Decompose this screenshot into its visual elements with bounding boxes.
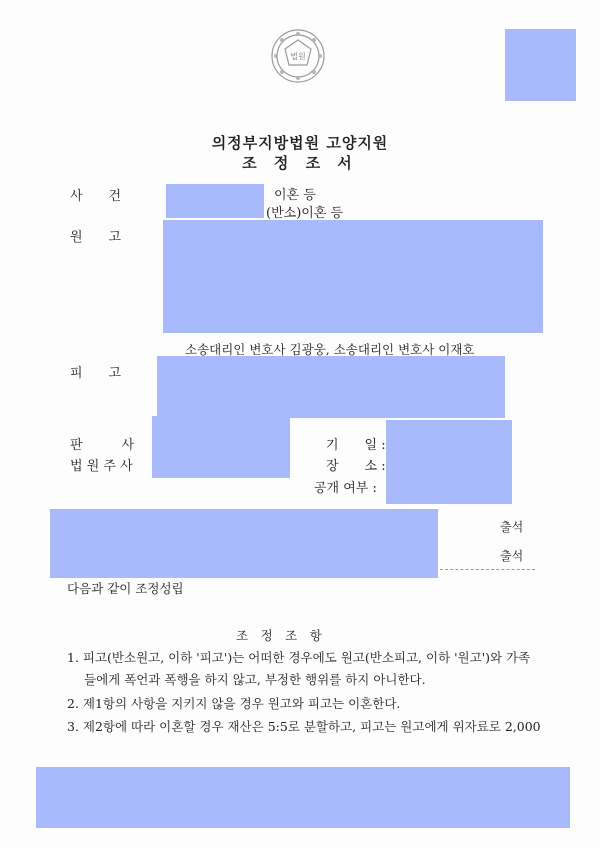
redaction-judge-clerk [152,416,290,478]
label-public: 공개 여부 : [314,481,377,496]
seal-label: 법원 [290,52,306,61]
label-case: 사 건 [70,189,122,204]
term-item-2: 2. 제1항의 사항을 지키지 않을 경우 원고와 피고는 이혼한다. [67,696,401,711]
attorneys: 소송대리인 변호사 김광웅, 소송대리인 변호사 이재호 [185,342,475,357]
redaction-top-right [505,29,576,101]
attendance-1: 출석 [500,520,524,534]
court-name: 의정부지방법원 고양지원 [211,134,389,152]
term-item-1-line-1: 1. 피고(반소원고, 이하 '피고')는 어떠한 경우에도 원고(반소피고, 이하 '원고')와 가족 [67,650,531,665]
redaction-defendant [157,356,505,418]
label-place: 장 소 : [326,459,386,474]
term-item-1-line-2: 들에게 폭언과 폭행을 하지 않고, 부정한 행위를 하지 아니한다. [84,672,426,687]
redaction-plaintiff [163,220,543,333]
label-clerk: 법 원 주 사 [70,459,133,474]
case-name-1: 이혼 등 [274,188,316,203]
label-plaintiff: 원 고 [70,230,122,245]
term-item-3: 3. 제2항에 따라 이혼할 경우 재산은 5:5로 분할하고, 피고는 원고에게 위자료로 2,000 [67,719,541,734]
redaction-bottom [36,767,570,828]
dashed-divider [440,569,535,570]
document-title: 조 정 조 서 [242,154,358,172]
label-defendant: 피 고 [70,366,122,381]
redaction-case-number [166,184,264,218]
court-seal-icon [270,28,326,84]
terms-heading: 조 정 조 항 [236,628,322,643]
case-name-2: (반소)이혼 등 [266,206,344,221]
settlement-established: 다음과 같이 조정성립 [67,581,184,596]
label-judge: 판 사 [70,438,135,453]
label-date: 기 일 : [326,438,386,453]
attendance-2: 출석 [500,549,524,563]
redaction-date-place [386,420,512,504]
redaction-attendees [50,509,438,578]
